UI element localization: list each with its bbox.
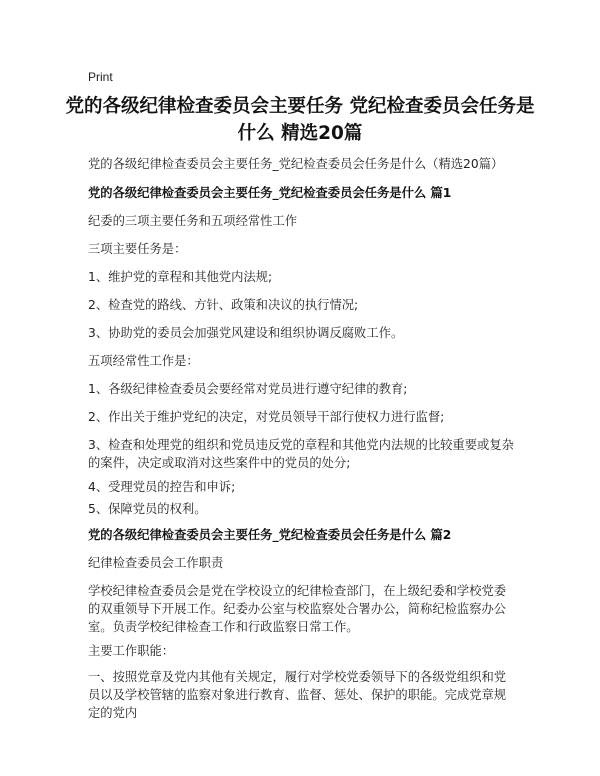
- page-title: 党的各级纪律检查委员会主要任务 党纪检查委员会任务是什么 精选20篇: [65, 96, 535, 144]
- list-item: 1、维护党的章程和其他党内法规;: [88, 270, 273, 284]
- paragraph: 学校纪律检查委员会是党在学校设立的纪律检查部门，在上级纪委和学校党委的双重领导下开展工作。纪委办公室与校监察处合署办公，简称纪检监察办公室。负责学校纪律检查工作和行政监察日常工作。: [88, 584, 507, 634]
- paragraph: 一、按照党章及党内其他有关规定，履行对学校党委领导下的各级党组织和党员以及学校管辖的监察对象进行教育、监督、惩处、保护的职能。完成党章规定的党内: [88, 670, 507, 720]
- list-item: 1、各级纪律检查委员会要经常对党员进行遵守纪律的教育;: [88, 382, 408, 396]
- list-item: 3、协助党的委员会加强党风建设和组织协调反腐败工作。: [88, 326, 404, 340]
- list-item: 2、检查党的路线、方针、政策和决议的执行情况;: [88, 298, 359, 312]
- list-item: 2、作出关于维护党纪的决定，对党员领导干部行使权力进行监督;: [88, 410, 445, 424]
- section-heading-1: 党的各级纪律检查委员会主要任务_党纪检查委员会任务是什么 篇1: [88, 186, 452, 200]
- paragraph: 主要工作职能：: [88, 644, 175, 658]
- section-heading-2: 党的各级纪律检查委员会主要任务_党纪检查委员会任务是什么 篇2: [88, 528, 452, 542]
- paragraph: 三项主要任务是：: [88, 242, 187, 256]
- list-item: 3、检查和处理党的组织和党员违反党的章程和其他党内法规的比较重要或复杂的案件，决定或取消对这些案件中的党员的处分;: [88, 438, 514, 470]
- paragraph: 五项经常性工作是：: [88, 354, 199, 368]
- list-item: 5、保障党员的权利。: [88, 502, 207, 516]
- list-item: 4、受理党员的控告和申诉;: [88, 480, 236, 494]
- print-label[interactable]: Print: [88, 70, 113, 84]
- paragraph: 纪律检查委员会工作职责: [88, 556, 224, 570]
- subtitle: 党的各级纪律检查委员会主要任务_党纪检查委员会任务是什么（精选20篇）: [88, 157, 504, 171]
- paragraph: 纪委的三项主要任务和五项经常性工作: [88, 214, 298, 228]
